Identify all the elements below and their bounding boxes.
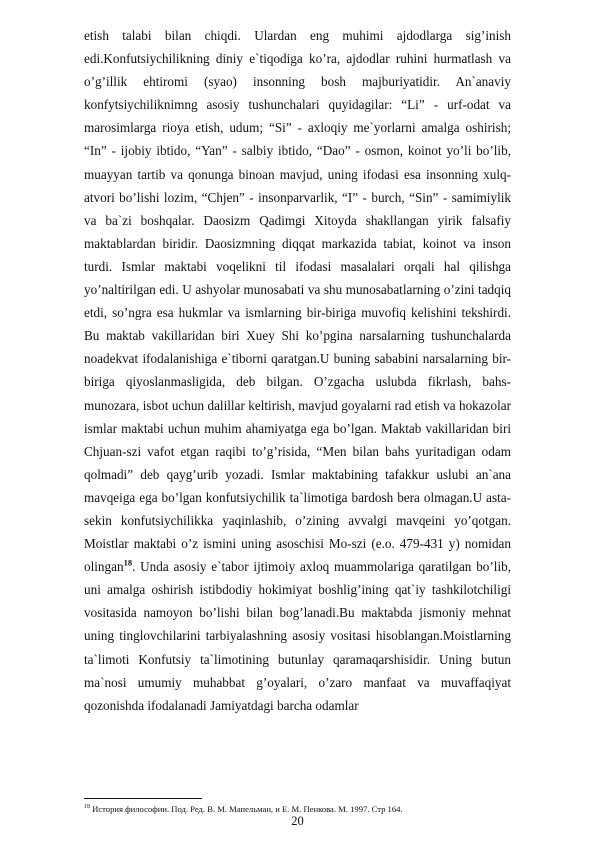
main-paragraph xyxy=(84,24,511,717)
footnote-number: 18 xyxy=(84,804,90,811)
page-number: 20 xyxy=(291,814,304,828)
paragraph-text-part-2: . Unda asosiy e`tabor ijtimoiy axloq muammolariga qaratilgan bo’lib, uni amalga oshirish istibdodiy hokimiyat boshlig’ining qat`iy tashkilotchiligi vositasida namoyon bo’lishi bilan bog’lanadi.Bu maktabda jismoniy mehnat uning tinglovchilarini tarbiyalashning asosiy vositasi hisoblangan.Moistlarning ta`limoti Konfutsiy ta`limotining butunlay qaramaqarshisidir. Uning butun ma`nosi umumiy muhabbat g’oyalari, o’zaro manfaat va muvaffaqiyat qozonishda ifodalanadi Jamiyatdagi barcha odamlar xyxy=(84,559,511,713)
paragraph-text-part-1: etish talabi bilan chiqdi. Ulardan eng muhimi ajdodlarga sig’inish edi.Konfutsiychilikning diniy e`tiqodiga ko’ra, ajdodlar ruhini hurmatlash va o’g’illik ehtiromi (syao) insonning bosh majburiyatidir. An`anaviy konfytsiychiliknimng asosiy tushunchalari quyidagilar: “Li” - urf-odat va marosimlarga rioya etish, udum; “Si” - axloqiy me`yorlarni amalga oshirish; “In” - ijobiy ibtido, “Yan” - salbiy ibtido, “Dao” - osmon, koinot yo’li bo’lib, muayyan tartib va qonunga binoan mavjud, uning ifodasi esa insonning xulq-atvori bo’lishi lozim, “Chjen” - insonparvarlik, “I” - burch, “Sin” - samimiylik va ba`zi boshqalar. Daosizm Qadimgi Xitoyda shakllangan yirik falsafiy maktablardan biridir. Daosizmning diqqat markazida tabiat, koinot va inson turdi. Ismlar maktabi voqelikni til ifodasi masalalari orqali hal qilishga yo’naltirilgan edi. U ashyolar munosabati va shu munosabatlarning o’zini tadqiq etdi, so’ngra esa hukmlar va ismlarning bir-biriga muvofiq kelishini tekshirdi. Bu maktab vakillaridan biri Xuey Shi ko’pgina narsalarning tushunchalarda noadekvat ifodalanishiga e`tiborni qaratgan.U buning sababini narsalarning bir-biriga qiyoslanmasligida, deb bilgan. O’zgacha uslubda fikrlash, bahs-munozara, isbot uchun dalillar keltirish, mavjud goyalarni rad etish va hokazolar ismlar maktabi uchun muhim ahamiyatga ega bo’lgan. Maktab vakillaridan biri Chjuan-szi vafot etgan raqibi to’g’risida, “Men bilan bahs yuritadigan odam qolmadi” deb qayg’urib yozadi. Ismlar maktabining tafakkur uslubi an`ana mavqeiga ega bo’lgan konfutsiychilik ta`limotiga bardosh bera olmagan.U asta-sekin konfutsiychilikka yaqinlashib, o’zining avvalgi mavqeini yo’qotgan. Moistlar maktabi o’z ismini uning asoschisi Mo-szi (e.o. 479-431 y) nomidan olingan xyxy=(84,28,511,575)
body-text xyxy=(84,24,511,717)
footnote-text: История философии. Под. Ред. В. М. Мапельман, и Е. М. Пенкова. М. 1997. Стр 164. xyxy=(90,804,403,814)
footnote-reference[interactable]: 18 xyxy=(123,557,133,568)
footnote-separator xyxy=(84,798,202,799)
